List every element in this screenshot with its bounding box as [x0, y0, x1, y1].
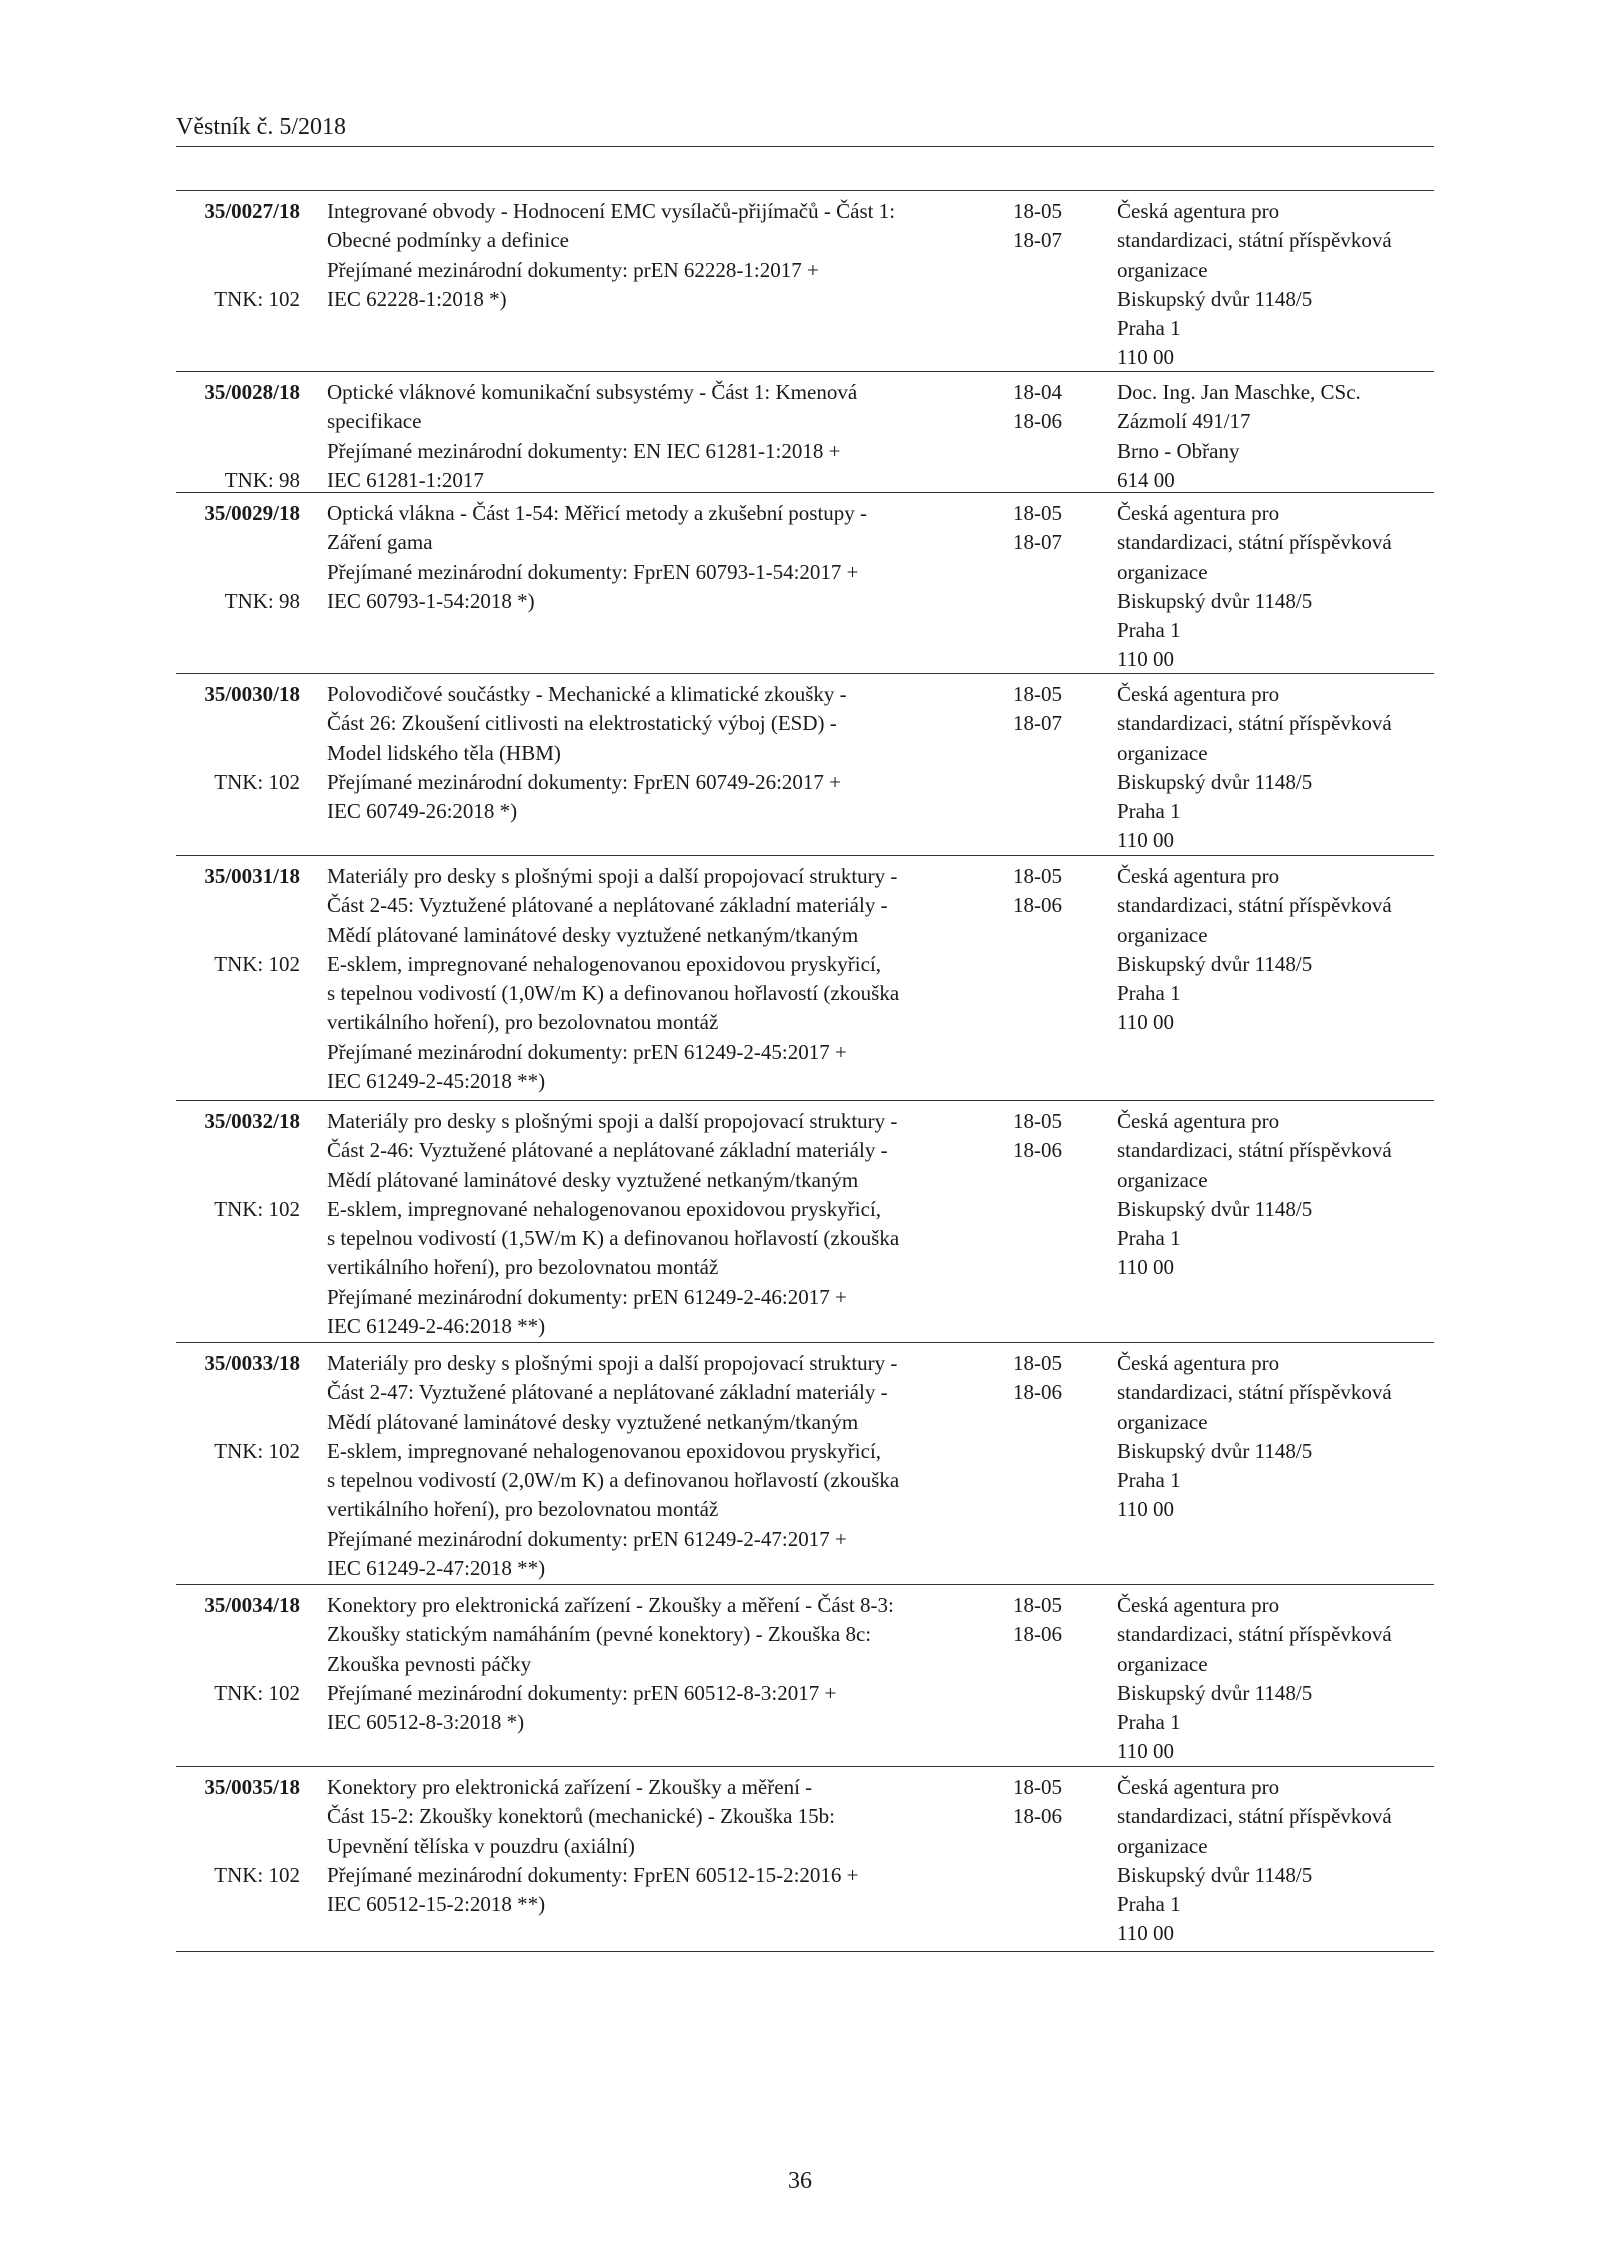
contact-line: 110 00	[1117, 1497, 1174, 1522]
tnk-label: TNK: 102	[214, 286, 300, 311]
contact-line: Praha 1	[1117, 799, 1181, 824]
description-line: Přejímané mezinárodní dokumenty: FprEN 60749-26:2017 +	[327, 769, 842, 794]
description-line: Zkouška pevnosti páčky	[327, 1651, 532, 1676]
table-row	[176, 1343, 1434, 1585]
description-line: Konektory pro elektronická zařízení - Zkoušky a měření -	[327, 1775, 813, 1799]
description-line: IEC 61249-2-45:2018 **)	[327, 1069, 546, 1094]
description-line: Model lidského těla (HBM)	[327, 740, 561, 765]
date-line: 18-06	[1013, 1380, 1062, 1405]
record-number: 35/0030/18	[204, 682, 300, 706]
tnk-label: TNK: 102	[214, 951, 300, 976]
contact-line: Zázmolí 491/17	[1117, 409, 1251, 434]
contact-line: Biskupský dvůr 1148/5	[1117, 1196, 1313, 1221]
date-line: 18-05	[1013, 864, 1062, 888]
contact-line: Praha 1	[1117, 1226, 1181, 1251]
description-line: Přejímané mezinárodní dokumenty: EN IEC 61281-1:2018 +	[327, 438, 841, 463]
tnk-label: TNK: 102	[214, 1680, 300, 1705]
contact-line: Biskupský dvůr 1148/5	[1117, 1862, 1313, 1887]
contact-line: organizace	[1117, 1651, 1208, 1676]
contact-line: Doc. Ing. Jan Maschke, CSc.	[1117, 380, 1361, 404]
contact-line: Brno - Obřany	[1117, 438, 1240, 463]
contact-line: Praha 1	[1117, 618, 1181, 643]
tnk-label: TNK: 102	[214, 1196, 300, 1221]
contact-line: Česká agentura pro	[1117, 199, 1280, 223]
record-number: 35/0031/18	[204, 864, 300, 888]
contact-line: standardizaci, státní příspěvková	[1117, 711, 1392, 736]
contact-cell	[1117, 862, 1434, 1038]
description-line: E-sklem, impregnované nehalogenovanou epoxidovou pryskyřicí,	[327, 1438, 882, 1463]
description-line: Optická vlákna - Část 1-54: Měřicí metody a zkušební postupy -	[327, 501, 868, 525]
description-line: IEC 60512-15-2:2018 **)	[327, 1892, 546, 1917]
description-line: Mědí plátované laminátové desky vyztužené netkaným/tkaným	[327, 1409, 859, 1434]
date-line: 18-05	[1013, 682, 1062, 706]
dates-cell	[1013, 378, 1083, 437]
contact-line: Praha 1	[1117, 1892, 1181, 1917]
date-line: 18-06	[1013, 1804, 1062, 1829]
description-line: Část 15-2: Zkoušky konektorů (mechanické) - Zkouška 15b:	[327, 1804, 835, 1829]
contact-line: Česká agentura pro	[1117, 1593, 1280, 1617]
description-line: Materiály pro desky s plošnými spoji a další propojovací struktury -	[327, 1351, 898, 1375]
description-line: Přejímané mezinárodní dokumenty: prEN 61249-2-45:2017 +	[327, 1039, 847, 1064]
contact-line: organizace	[1117, 740, 1208, 765]
description-cell	[327, 862, 1007, 1096]
dates-cell	[1013, 1349, 1083, 1408]
dates-cell	[1013, 1773, 1083, 1832]
description-line: Upevnění tělíska v pouzdru (axiální)	[327, 1833, 635, 1858]
description-line: IEC 60749-26:2018 *)	[327, 799, 518, 824]
description-cell	[327, 1591, 1007, 1737]
tnk-label: TNK: 102	[214, 769, 300, 794]
contact-line: Praha 1	[1117, 316, 1181, 341]
contact-line: Praha 1	[1117, 1710, 1181, 1735]
contact-line: Česká agentura pro	[1117, 682, 1280, 706]
description-line: IEC 62228-1:2018 *)	[327, 286, 507, 311]
description-line: Obecné podmínky a definice	[327, 228, 569, 253]
record-number: 35/0033/18	[204, 1351, 300, 1375]
record-id-cell	[176, 862, 300, 976]
description-line: IEC 60512-8-3:2018 *)	[327, 1710, 525, 1735]
record-number: 35/0032/18	[204, 1109, 300, 1133]
record-number: 35/0029/18	[204, 501, 300, 525]
description-cell	[327, 197, 1007, 314]
dates-cell	[1013, 499, 1083, 558]
page-header	[176, 108, 1434, 147]
contact-cell	[1117, 1773, 1434, 1949]
description-cell	[327, 499, 1007, 616]
page-number: 36	[788, 2168, 812, 2194]
record-id-cell	[176, 378, 300, 492]
description-line: s tepelnou vodivostí (1,5W/m K) a definovanou hořlavostí (zkouška	[327, 1226, 900, 1251]
contact-line: Česká agentura pro	[1117, 1775, 1280, 1799]
contact-line: 110 00	[1117, 647, 1174, 672]
contact-line: organizace	[1117, 257, 1208, 282]
description-line: IEC 61249-2-47:2018 **)	[327, 1556, 546, 1581]
date-line: 18-06	[1013, 893, 1062, 918]
description-line: Mědí plátované laminátové desky vyztužené netkaným/tkaným	[327, 1167, 859, 1192]
description-line: Přejímané mezinárodní dokumenty: prEN 60512-8-3:2017 +	[327, 1680, 837, 1705]
description-line: vertikálního hoření), pro bezolovnatou montáž	[327, 1255, 719, 1280]
description-cell	[327, 680, 1007, 826]
dates-cell	[1013, 1107, 1083, 1166]
record-id-cell	[176, 197, 300, 311]
contact-line: standardizaci, státní příspěvková	[1117, 1138, 1392, 1163]
dates-cell	[1013, 680, 1083, 739]
date-line: 18-05	[1013, 199, 1062, 223]
description-line: Polovodičové součástky - Mechanické a klimatické zkoušky -	[327, 682, 847, 706]
description-cell	[327, 1349, 1007, 1583]
date-line: 18-04	[1013, 380, 1062, 404]
contact-line: standardizaci, státní příspěvková	[1117, 893, 1392, 918]
description-line: Mědí plátované laminátové desky vyztužené netkaným/tkaným	[327, 922, 859, 947]
contact-line: organizace	[1117, 1409, 1208, 1434]
contact-line: Biskupský dvůr 1148/5	[1117, 769, 1313, 794]
description-line: Část 2-47: Vyztužené plátované a neplátované základní materiály -	[327, 1380, 888, 1405]
description-cell	[327, 1773, 1007, 1919]
contact-line: Praha 1	[1117, 1468, 1181, 1493]
date-line: 18-05	[1013, 1109, 1062, 1133]
tnk-label: TNK: 102	[214, 1438, 300, 1463]
date-line: 18-06	[1013, 409, 1062, 434]
record-id-cell	[176, 499, 300, 613]
date-line: 18-05	[1013, 1593, 1062, 1617]
table-row	[176, 674, 1434, 856]
description-line: vertikálního hoření), pro bezolovnatou montáž	[327, 1497, 719, 1522]
description-line: Přejímané mezinárodní dokumenty: FprEN 60512-15-2:2016 +	[327, 1862, 859, 1887]
record-id-cell	[176, 1773, 300, 1887]
description-line: Přejímané mezinárodní dokumenty: prEN 62228-1:2017 +	[327, 257, 819, 282]
contact-cell	[1117, 1591, 1434, 1767]
table-row	[176, 1101, 1434, 1343]
contact-line: 110 00	[1117, 1255, 1174, 1280]
table-row	[176, 1767, 1434, 1952]
description-line: IEC 61281-1:2017	[327, 467, 484, 492]
contact-cell	[1117, 1349, 1434, 1525]
table-row	[176, 856, 1434, 1101]
dates-cell	[1013, 1591, 1083, 1650]
record-id-cell	[176, 680, 300, 794]
dates-cell	[1013, 197, 1083, 256]
table-row	[176, 191, 1434, 372]
description-line: s tepelnou vodivostí (2,0W/m K) a definovanou hořlavostí (zkouška	[327, 1468, 900, 1493]
contact-cell	[1117, 1107, 1434, 1283]
contact-line: Praha 1	[1117, 981, 1181, 1006]
record-number: 35/0034/18	[204, 1593, 300, 1617]
record-number: 35/0028/18	[204, 380, 300, 404]
contact-line: Česká agentura pro	[1117, 864, 1280, 888]
date-line: 18-05	[1013, 1775, 1062, 1799]
table-row	[176, 493, 1434, 674]
date-line: 18-07	[1013, 530, 1062, 555]
contact-line: organizace	[1117, 1167, 1208, 1192]
description-line: Zkoušky statickým namáháním (pevné konektory) - Zkouška 8c:	[327, 1622, 872, 1647]
record-number: 35/0027/18	[204, 199, 300, 223]
description-line: Část 2-46: Vyztužené plátované a neplátované základní materiály -	[327, 1138, 888, 1163]
date-line: 18-06	[1013, 1622, 1062, 1647]
description-line: Integrované obvody - Hodnocení EMC vysílačů-přijímačů - Část 1:	[327, 199, 896, 223]
contact-line: 110 00	[1117, 345, 1174, 370]
contact-line: organizace	[1117, 1833, 1208, 1858]
description-line: E-sklem, impregnované nehalogenovanou epoxidovou pryskyřicí,	[327, 951, 882, 976]
description-line: Optické vláknové komunikační subsystémy - Část 1: Kmenová	[327, 380, 858, 404]
description-line: s tepelnou vodivostí (1,0W/m K) a definovanou hořlavostí (zkouška	[327, 981, 900, 1006]
contact-cell	[1117, 378, 1434, 495]
description-line: Přejímané mezinárodní dokumenty: FprEN 60793-1-54:2017 +	[327, 559, 859, 584]
record-id-cell	[176, 1591, 300, 1705]
contact-line: organizace	[1117, 559, 1208, 584]
contact-line: 110 00	[1117, 828, 1174, 853]
date-line: 18-07	[1013, 711, 1062, 736]
contact-line: 110 00	[1117, 1010, 1174, 1035]
contact-line: Biskupský dvůr 1148/5	[1117, 286, 1313, 311]
description-line: Část 26: Zkoušení citlivosti na elektrostatický výboj (ESD) -	[327, 711, 837, 736]
description-cell	[327, 378, 1007, 495]
standards-table	[176, 190, 1434, 1952]
description-line: Konektory pro elektronická zařízení - Zkoušky a měření - Část 8-3:	[327, 1593, 894, 1617]
table-row	[176, 1585, 1434, 1767]
contact-line: Česká agentura pro	[1117, 501, 1280, 525]
contact-line: standardizaci, státní příspěvková	[1117, 530, 1392, 555]
contact-line: 110 00	[1117, 1921, 1174, 1946]
contact-cell	[1117, 197, 1434, 373]
description-line: Záření gama	[327, 530, 433, 555]
description-line: specifikace	[327, 409, 422, 434]
tnk-label: TNK: 98	[224, 588, 300, 613]
contact-cell	[1117, 680, 1434, 856]
record-number: 35/0035/18	[204, 1775, 300, 1799]
tnk-label: TNK: 98	[224, 467, 300, 492]
contact-line: standardizaci, státní příspěvková	[1117, 1380, 1392, 1405]
dates-cell	[1013, 862, 1083, 921]
tnk-label: TNK: 102	[214, 1862, 300, 1887]
description-line: IEC 61249-2-46:2018 **)	[327, 1314, 546, 1339]
description-cell	[327, 1107, 1007, 1341]
contact-line: 110 00	[1117, 1739, 1174, 1764]
date-line: 18-05	[1013, 501, 1062, 525]
contact-line: Česká agentura pro	[1117, 1351, 1280, 1375]
description-line: Přejímané mezinárodní dokumenty: prEN 61249-2-46:2017 +	[327, 1284, 847, 1309]
contact-line: standardizaci, státní příspěvková	[1117, 1804, 1392, 1829]
contact-line: Biskupský dvůr 1148/5	[1117, 588, 1313, 613]
record-id-cell	[176, 1107, 300, 1221]
description-line: Přejímané mezinárodní dokumenty: prEN 61249-2-47:2017 +	[327, 1526, 847, 1551]
date-line: 18-05	[1013, 1351, 1062, 1375]
contact-line: Česká agentura pro	[1117, 1109, 1280, 1133]
description-line: IEC 60793-1-54:2018 *)	[327, 588, 535, 613]
date-line: 18-06	[1013, 1138, 1062, 1163]
contact-line: standardizaci, státní příspěvková	[1117, 1622, 1392, 1647]
contact-line: Biskupský dvůr 1148/5	[1117, 1680, 1313, 1705]
contact-line: organizace	[1117, 922, 1208, 947]
contact-cell	[1117, 499, 1434, 675]
description-line: Materiály pro desky s plošnými spoji a další propojovací struktury -	[327, 864, 898, 888]
description-line: Část 2-45: Vyztužené plátované a neplátované základní materiály -	[327, 893, 888, 918]
description-line: Materiály pro desky s plošnými spoji a další propojovací struktury -	[327, 1109, 898, 1133]
bulletin-title: Věstník č. 5/2018	[176, 114, 346, 140]
date-line: 18-07	[1013, 228, 1062, 253]
table-row	[176, 372, 1434, 493]
description-line: vertikálního hoření), pro bezolovnatou montáž	[327, 1010, 719, 1035]
contact-line: standardizaci, státní příspěvková	[1117, 228, 1392, 253]
contact-line: Biskupský dvůr 1148/5	[1117, 951, 1313, 976]
contact-line: Biskupský dvůr 1148/5	[1117, 1438, 1313, 1463]
description-line: E-sklem, impregnované nehalogenovanou epoxidovou pryskyřicí,	[327, 1196, 882, 1221]
contact-line: 614 00	[1117, 467, 1175, 492]
record-id-cell	[176, 1349, 300, 1463]
